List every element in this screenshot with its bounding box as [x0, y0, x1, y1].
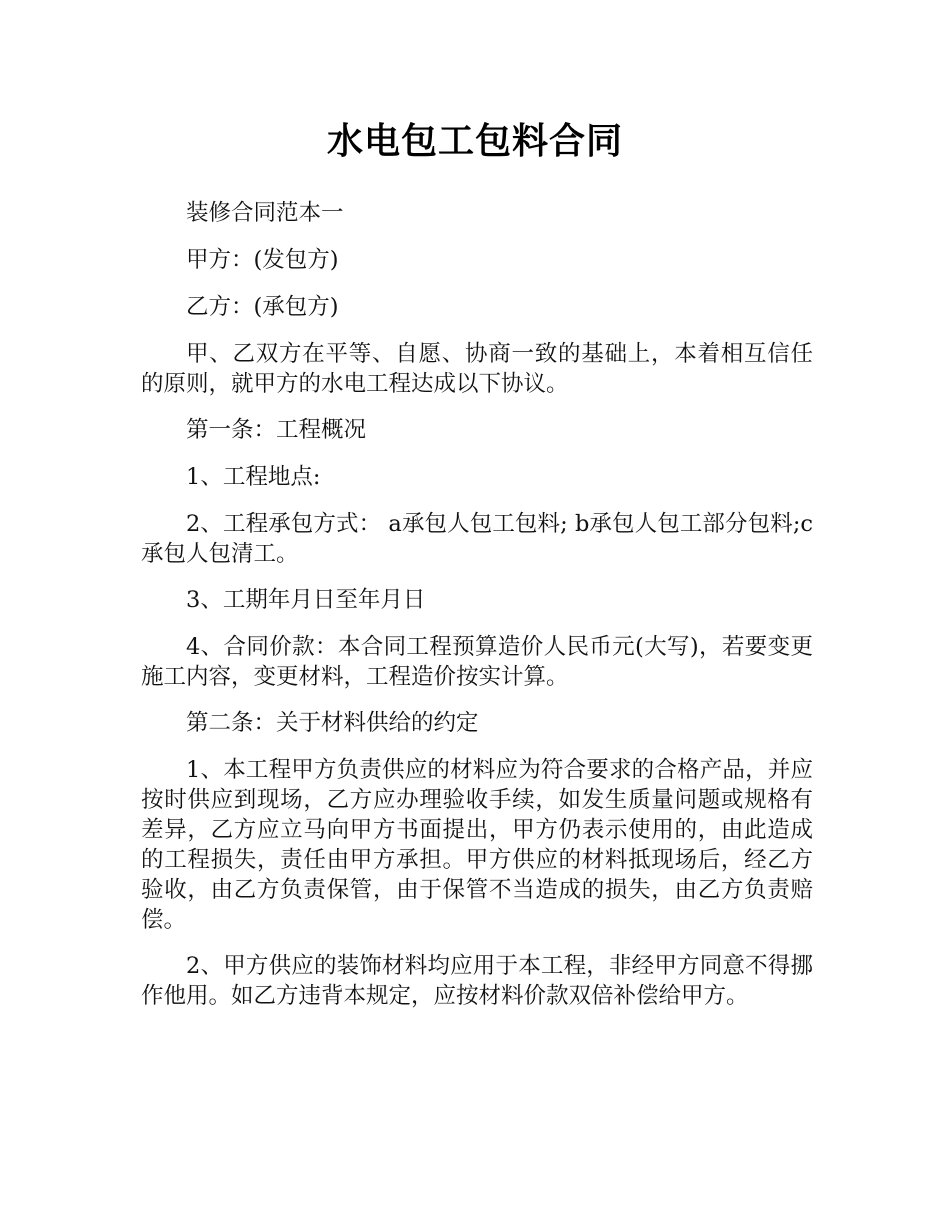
section-heading-article-2: 第二条：关于材料供给的约定	[186, 710, 479, 736]
document-body	[141, 198, 813, 1027]
paragraph-material-usage: 2、甲方供应的装饰材料均应用于本工程，非经甲方同意不得挪作他用。如乙方违背本规定，应按材料价款双倍补偿给甲方。	[141, 953, 813, 1009]
paragraph-contract-price: 4、合同价款：本合同工程预算造价人民币元(大写)，若要变更施工内容，变更材料，工程造价按实计算。	[141, 634, 813, 690]
section-heading-article-1: 第一条：工程概况	[186, 417, 367, 443]
paragraph-party-b: 乙方：(承包方)	[186, 294, 339, 320]
paragraph-duration: 3、工期年月日至年月日	[186, 587, 426, 613]
paragraph-contract-sample: 装修合同范本一	[186, 200, 344, 226]
paragraph-material-supply: 1、本工程甲方负责供应的材料应为符合要求的合格产品，并应按时供应到现场，乙方应办理验收手续，如发生质量问题或规格有差异，乙方应立马向甲方书面提出，甲方仍表示使用的，由此造成的工程损失，责任由甲方承担。甲方供应的材料抵现场后，经乙方验收，由乙方负责保管，由于保管不当造成的损失，由乙方负责赔偿。	[141, 757, 813, 933]
paragraph-project-location: 1、工程地点:	[186, 464, 321, 490]
paragraph-contract-method: 2、工程承包方式： a承包人包工包料; b承包人包工部分包料;c承包人包清工。	[141, 511, 813, 567]
paragraph-agreement-intro: 甲、乙双方在平等、自愿、协商一致的基础上，本着相互信任的原则，就甲方的水电工程达成以下协议。	[141, 341, 813, 397]
document-title: 水电包工包料合同	[326, 121, 623, 162]
paragraph-party-a: 甲方：(发包方)	[186, 247, 339, 273]
